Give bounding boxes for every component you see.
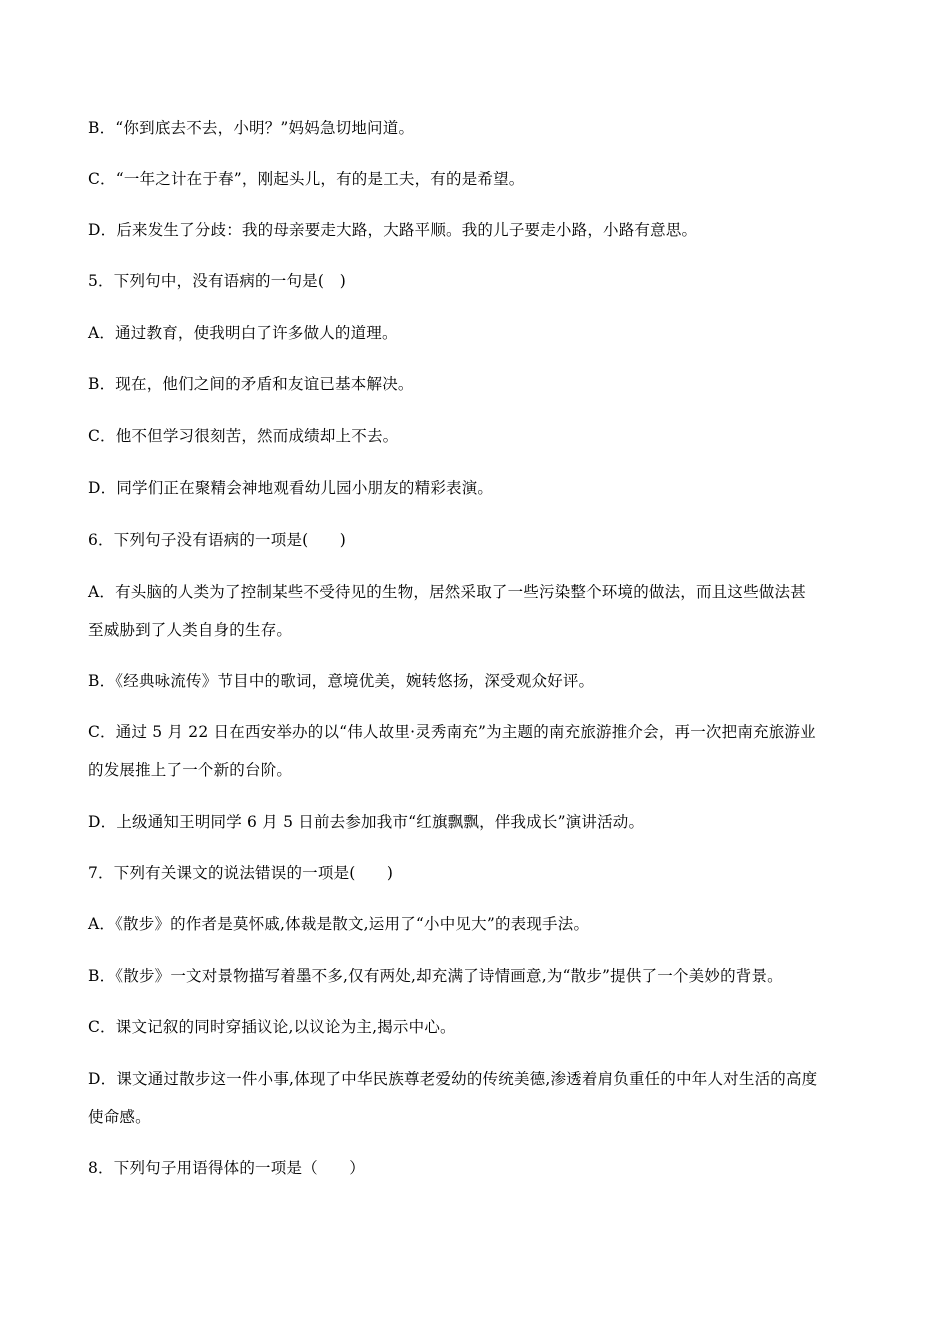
option-c-q4: C．“一年之计在于春”，刚起头儿，有的是工夫，有的是希望。	[88, 170, 525, 188]
question-8: 8．下列句子用语得体的一项是（ ）	[88, 1159, 365, 1177]
option-d-q6: D．上级通知王明同学 6 月 5 日前去参加我市“红旗飘飘，伴我成长”演讲活动。	[88, 813, 645, 831]
option-a-q5: A．通过教育，使我明白了许多做人的道理。	[88, 324, 398, 342]
option-c-q5: C．他不但学习很刻苦，然而成绩却上不去。	[88, 427, 399, 445]
option-b-q7: B．《散步》一文对景物描写着墨不多,仅有两处,却充满了诗情画意,为“散步”提供了一个美妙的背景。	[88, 967, 783, 985]
option-b-q6: B．《经典咏流传》节目中的歌词，意境优美，婉转悠扬，深受观众好评。	[88, 672, 595, 690]
option-a-q6-line2: 至威胁到了人类自身的生存。	[88, 621, 293, 639]
option-b-q4: B．“你到底去不去，小明？”妈妈急切地问道。	[88, 119, 415, 137]
question-6: 6．下列句子没有语病的一项是( )	[88, 531, 347, 549]
option-d-q7-line1: D．课文通过散步这一件小事,体现了中华民族尊老爱幼的传统美德,渗透着肩负重任的中年人对生活的高度	[88, 1070, 818, 1088]
question-5: 5．下列句中，没有语病的一句是( )	[88, 272, 347, 290]
option-c-q6-line2: 的发展推上了一个新的台阶。	[88, 761, 293, 779]
option-d-q4: D．后来发生了分歧：我的母亲要走大路，大路平顺。我的儿子要走小路，小路有意思。	[88, 221, 698, 239]
option-c-q6-line1: C．通过 5 月 22 日在西安举办的以“伟人故里·灵秀南充”为主题的南充旅游推介会，再一次把南充旅游业	[88, 723, 816, 741]
option-c-q7: C．课文记叙的同时穿插议论,以议论为主,揭示中心。	[88, 1018, 456, 1036]
option-a-q7: A．《散步》的作者是莫怀戚,体裁是散文,运用了“小中见大”的表现手法。	[88, 915, 590, 933]
option-b-q5: B．现在，他们之间的矛盾和友谊已基本解决。	[88, 375, 414, 393]
question-7: 7．下列有关课文的说法错误的一项是( )	[88, 864, 394, 882]
option-d-q7-line2: 使命感。	[88, 1108, 151, 1126]
option-d-q5: D．同学们正在聚精会神地观看幼儿园小朋友的精彩表演。	[88, 479, 494, 497]
option-a-q6-line1: A．有头脑的人类为了控制某些不受待见的生物，居然采取了一些污染整个环境的做法，而且这些做法甚	[88, 583, 806, 601]
